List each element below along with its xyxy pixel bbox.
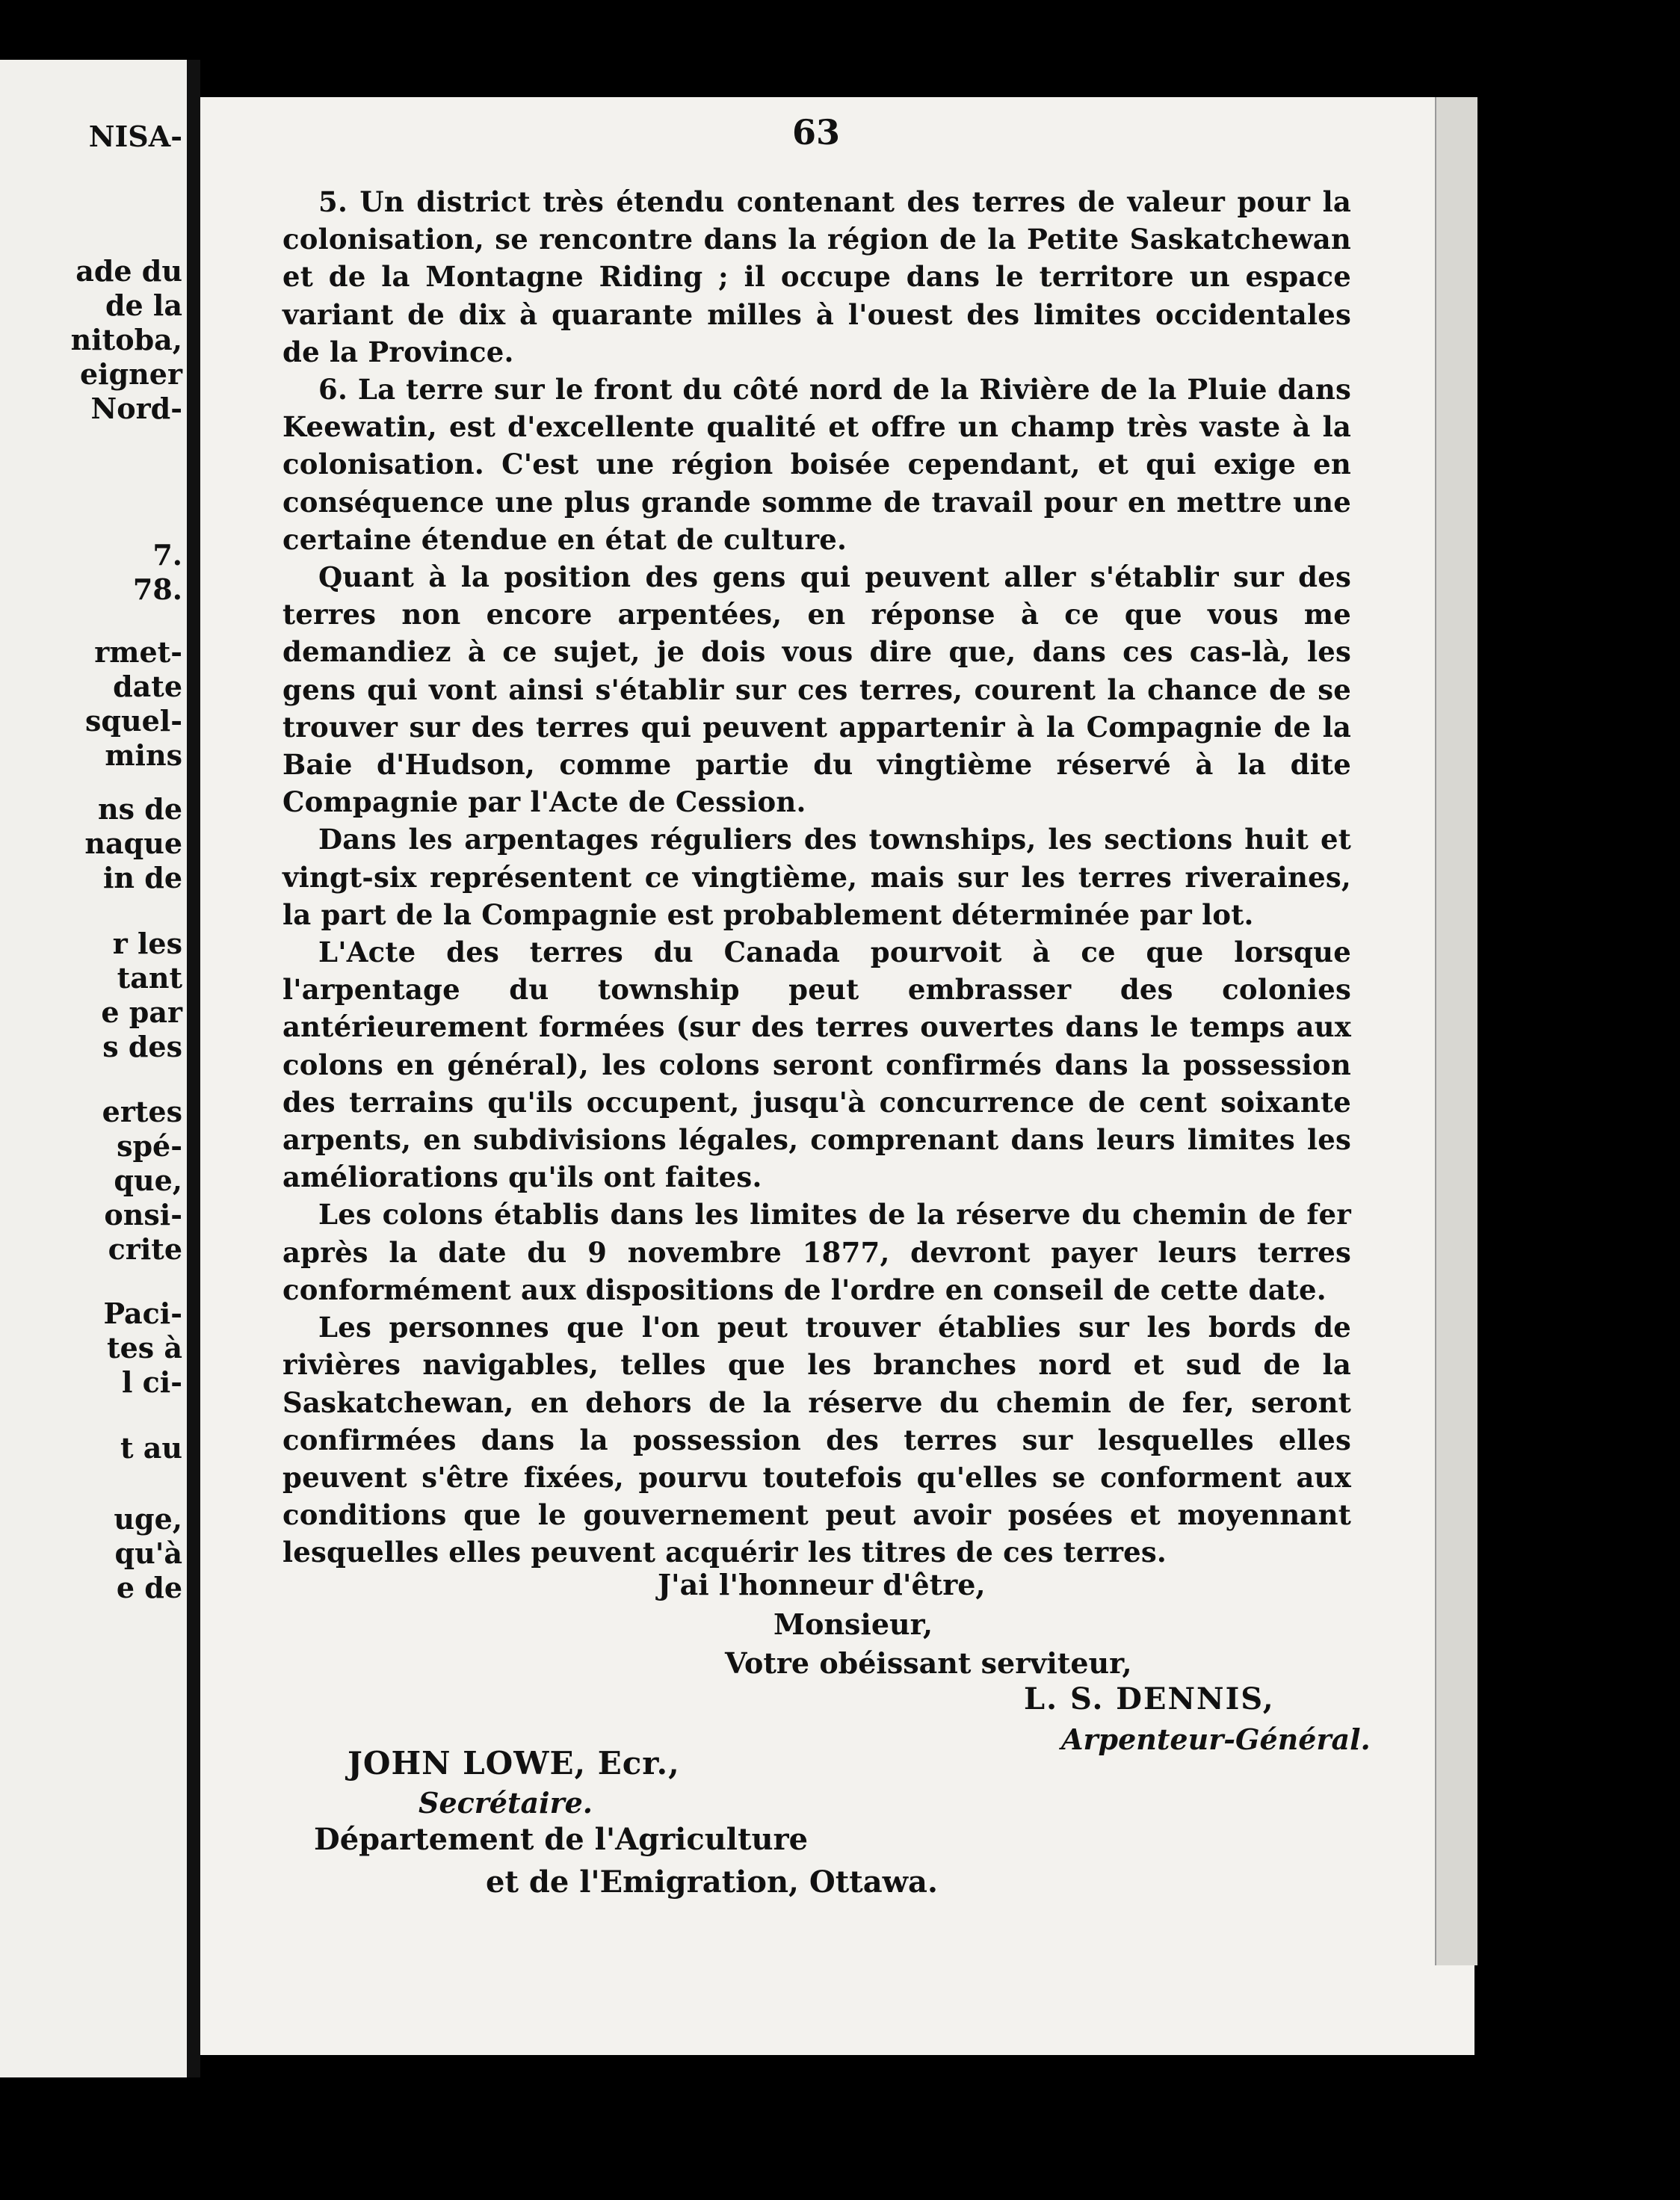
paragraph-townships: Dans les arpentages réguliers des townships, les sections huit et vingt-six représentent ce vingtième, mais sur les terres riveraines, la part de la Compagnie est probablement déterminée par lot. bbox=[282, 823, 1351, 931]
left-page-fragment bbox=[0, 60, 187, 2077]
closing-line-2: Monsieur, bbox=[773, 1607, 933, 1641]
paragraph-unsurveyed-lands: Quant à la position des gens qui peuvent aller s'établir sur des terres non encore arpentées, en réponse à ce que vous me demandiez à ce sujet, je dois vous dire que, dans ces cas-là, les gens qui vont ainsi s'établir sur ces terres, courent la chance de se trouver sur des terres qui peuvent appartenir à la Compagnie de la Baie d'Hudson, comme partie du vingtième réservé à la dite Compagnie par l'Acte de Cession. bbox=[282, 560, 1351, 819]
recipient-title: Secrétaire. bbox=[419, 1786, 593, 1820]
left-page-text-fragment: in de bbox=[102, 861, 182, 894]
left-page-text-fragment: ertes bbox=[102, 1095, 182, 1128]
left-page-text-fragment: ns de bbox=[98, 792, 182, 826]
left-page-text-fragment: squel- bbox=[85, 704, 182, 738]
left-page-text-fragment: t au bbox=[120, 1431, 182, 1465]
left-page-text-fragment: eigner bbox=[79, 357, 182, 391]
left-page-text-fragment: crite bbox=[108, 1232, 182, 1266]
left-page-text-fragment: onsi- bbox=[104, 1198, 182, 1232]
closing-line-3: Votre obéissant serviteur, bbox=[725, 1646, 1132, 1680]
left-page-text-fragment: Paci- bbox=[103, 1297, 182, 1330]
page-number: 63 bbox=[792, 112, 841, 152]
recipient-department-line-1: Département de l'Agriculture bbox=[314, 1822, 809, 1857]
left-page-text-fragment: mins bbox=[105, 738, 182, 772]
left-page-text-fragment: de la bbox=[105, 288, 182, 322]
left-page-text-fragment: qu'à bbox=[114, 1536, 182, 1570]
letter-body bbox=[282, 183, 1351, 1572]
paragraph-canada-lands-act: L'Acte des terres du Canada pourvoit à ce que lorsque l'arpentage du township peut embrasser des colonies antérieurement formées (sur des terres ouvertes dans le temps aux colons en général), les colons seront confirmés dans la possession des terrains qu'ils occupent, jusqu'à concurrence de cent soixante arpents, en subdivisions légales, comprenant dans leurs limites les améliorations qu'ils ont faites. bbox=[282, 936, 1351, 1194]
left-page-text-fragment: que, bbox=[114, 1164, 182, 1197]
left-page-text-fragment: tant bbox=[117, 961, 182, 995]
left-page-text-fragment: r les bbox=[112, 927, 182, 960]
left-page-text-fragment: nitoba, bbox=[70, 323, 182, 356]
left-page-text-fragment: rmet- bbox=[94, 635, 182, 669]
left-page-text-fragment: l ci- bbox=[121, 1365, 182, 1399]
left-page-text-fragment: NISA- bbox=[88, 120, 182, 153]
paragraph-6: 6. La terre sur le front du côté nord de la Rivière de la Pluie dans Keewatin, est d'excellente qualité et offre un champ très vaste à la colonisation. C'est une région boisée cependant, et qui exige en conséquence une plus grande somme de travail pour en mettre une certaine étendue en état de culture. bbox=[282, 373, 1351, 556]
left-page-text-fragment: s des bbox=[102, 1030, 182, 1063]
paragraph-navigable-rivers: Les personnes que l'on peut trouver établies sur les bords de rivières navigables, telles que les branches nord et sud de la Saskatchewan, en dehors de la réserve du chemin de fer, seront confirmées dans la possession des terres sur lesquelles elles peuvent s'être fixées, pourvu toutefois qu'elles se conforment aux conditions que le gouvernement peut avoir posées et moyennant lesquelles elles peuvent acquérir les titres de ces terres. bbox=[282, 1311, 1351, 1569]
recipient-department-line-2: et de l'Emigration, Ottawa. bbox=[486, 1864, 938, 1900]
left-page-text-fragment: date bbox=[113, 670, 182, 703]
paragraph-railway-reserve: Les colons établis dans les limites de la réserve du chemin de fer après la date du 9 novembre 1877, devront payer leurs terres conformément aux dispositions de l'ordre en conseil de cette date. bbox=[282, 1198, 1351, 1306]
paragraph-5: 5. Un district très étendu contenant des terres de valeur pour la colonisation, se rencontre dans la région de la Petite Saskatchewan et de la Montagne Riding ; il occupe dans le territore un espace variant de dix à quarante milles à l'ouest des limites occidentales de la Province. bbox=[282, 185, 1351, 368]
left-page-text-fragment: uge, bbox=[114, 1502, 182, 1536]
left-page-text-fragment: 78. bbox=[132, 572, 182, 606]
page-edge bbox=[1435, 97, 1477, 1965]
left-page-text-fragment: spé- bbox=[117, 1129, 182, 1163]
left-page-text-fragment: Nord- bbox=[90, 392, 182, 425]
recipient-name: JOHN LOWE, Ecr., bbox=[348, 1745, 680, 1782]
signature-name: L. S. DENNIS, bbox=[1024, 1681, 1275, 1717]
signature-title: Arpenteur-Général. bbox=[1061, 1722, 1371, 1756]
left-page-text-fragment: ade du bbox=[75, 254, 182, 288]
left-page-text-fragment: 7. bbox=[152, 538, 182, 572]
left-page-text-fragment: e de bbox=[116, 1571, 182, 1604]
closing-line-1: J'ai l'honneur d'être, bbox=[658, 1568, 986, 1601]
left-page-text-fragment: tes à bbox=[107, 1331, 182, 1365]
page-gutter bbox=[187, 60, 200, 2077]
left-page-text-fragment: e par bbox=[101, 995, 182, 1029]
left-page-text-fragment: naque bbox=[84, 826, 182, 860]
